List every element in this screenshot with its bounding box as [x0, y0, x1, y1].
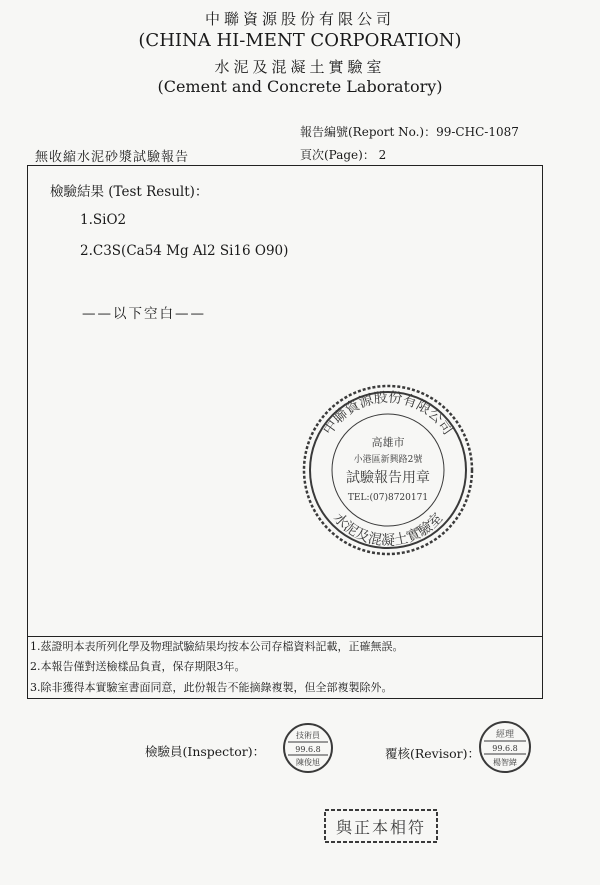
company-name-cn: 中聯資源股份有限公司	[204, 10, 395, 28]
test-result-heading: 檢驗結果 (Test Result)：	[50, 184, 209, 200]
revisor-seal-date: 99.6.8	[492, 744, 518, 753]
report-number: 報告編號(Report No.)：99-CHC-1087	[300, 125, 519, 139]
lab-name-en: (Cement and Concrete Laboratory)	[157, 77, 443, 96]
revisor-seal-stamp	[478, 720, 532, 774]
note-item: 1.茲證明本表所列化學及物理試驗結果均按本公司存檔資料記載，正確無誤。	[30, 640, 404, 653]
result-item: 2.C3S(Ca54 Mg Al2 Si16 O90)	[80, 243, 289, 259]
page-number: 頁次(Page)： 2	[300, 148, 387, 162]
seal-outer-top-text: 中聯資源股份有限公司	[320, 389, 456, 438]
revisor-seal-title: 經理	[495, 730, 515, 740]
note-item: 3.除非獲得本實驗室書面同意，此份報告不能摘錄複製，但全部複製除外。	[30, 681, 393, 694]
note-item: 2.本報告僅對送檢樣品負責，保存期限3年。	[30, 660, 246, 673]
blank-below-marker: ——以下空白——	[82, 306, 206, 322]
seal-line: 小港區新興路2號	[353, 455, 423, 465]
revisor-seal-name: 楊智緯	[493, 758, 517, 767]
results-box	[27, 165, 543, 637]
inspector-seal-title: 技術員	[296, 731, 320, 740]
inspector-label: 檢驗員(Inspector)：	[145, 744, 266, 759]
certified-copy-stamp	[323, 808, 439, 844]
seal-outer-bottom-text: 水泥及混凝土實驗室	[329, 510, 447, 550]
inspector-seal-stamp	[282, 722, 334, 774]
report-title: 無收縮水泥砂漿試驗報告	[35, 150, 190, 165]
seal-line: 試驗報告用章	[346, 470, 430, 486]
seal-line: TEL:(07)8720171	[347, 493, 429, 503]
inspector-seal-name: 陳俊旭	[296, 758, 320, 767]
revisor-label: 覆核(Revisor)：	[385, 746, 481, 761]
inspector-seal-date: 99.6.8	[295, 745, 321, 754]
lab-name-cn: 水泥及混凝土實驗室	[214, 58, 386, 76]
seal-line: 高雄市	[371, 436, 405, 449]
result-item: 1.SiO2	[80, 212, 127, 228]
company-name-en: (CHINA HI-MENT CORPORATION)	[138, 30, 462, 51]
certified-copy-text: 與正本相符	[335, 818, 427, 837]
